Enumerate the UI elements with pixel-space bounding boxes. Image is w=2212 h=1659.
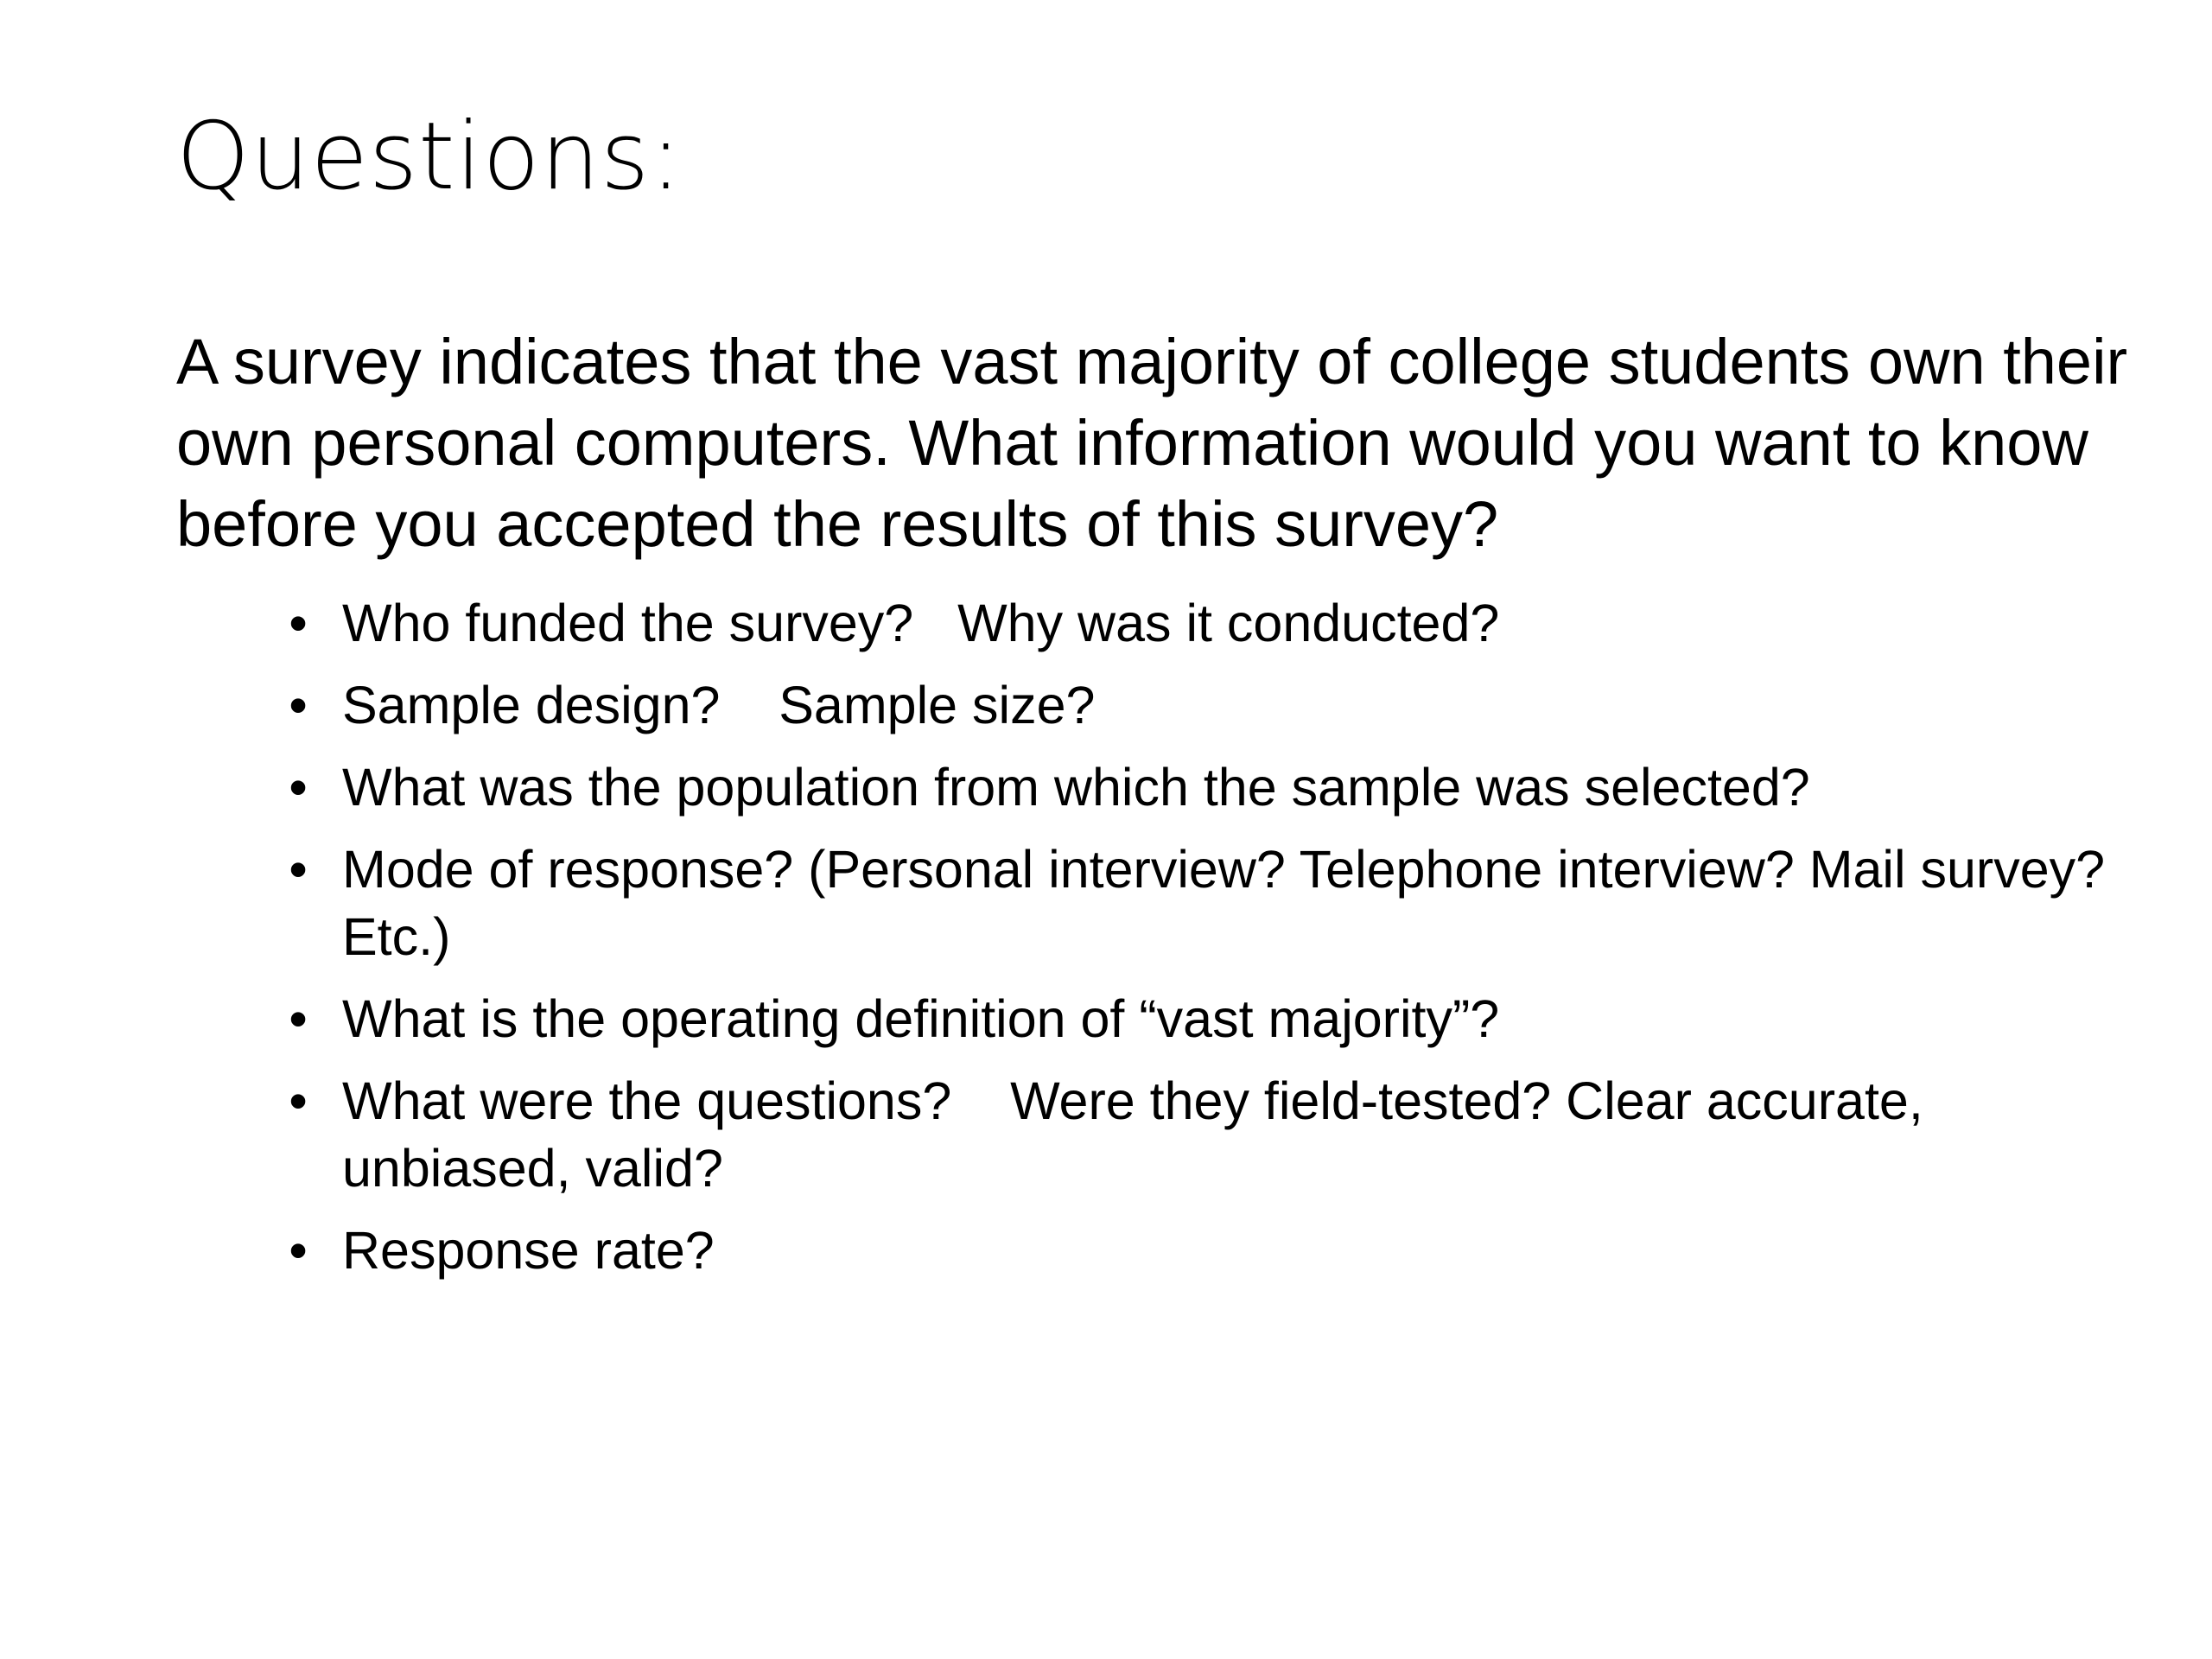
bullet-item	[285, 589, 2117, 657]
bullet-icon: •	[289, 989, 308, 1048]
bullet-icon: •	[289, 594, 308, 652]
slide-title: Questions:	[176, 103, 683, 211]
question-text: A survey indicates that the vast majority of college students own their own personal computers. What information would you want to know before you accepted the results of this survey?	[176, 326, 2128, 560]
bullet-text: What was the population from which the sample was selected?	[342, 758, 1810, 817]
bullet-item	[285, 671, 2117, 739]
bullet-text: Sample design? Sample size?	[342, 676, 1096, 734]
bullet-text: Who funded the survey? Why was it conducted?	[342, 594, 1500, 652]
bullet-item	[285, 985, 2117, 1052]
bullet-item	[285, 1217, 2117, 1284]
bullet-text: Mode of response? (Personal interview? Telephone interview? Mail survey? Etc.)	[342, 840, 2120, 966]
bullet-text: Response rate?	[342, 1221, 715, 1280]
bullet-item	[285, 1067, 2117, 1202]
bullet-list	[285, 589, 2120, 1299]
bullet-icon: •	[289, 676, 308, 734]
bullet-text: What is the operating definition of “vast majority”?	[342, 989, 1500, 1048]
bullet-icon: •	[289, 840, 308, 899]
bullet-item	[285, 836, 2120, 970]
bullet-text: What were the questions? Were they field-tested? Clear accurate, unbiased, valid?	[342, 1071, 1938, 1198]
bullet-item	[285, 753, 2117, 821]
bullet-icon: •	[289, 1071, 308, 1130]
bullet-icon: •	[289, 1221, 308, 1280]
bullet-icon: •	[289, 758, 308, 817]
